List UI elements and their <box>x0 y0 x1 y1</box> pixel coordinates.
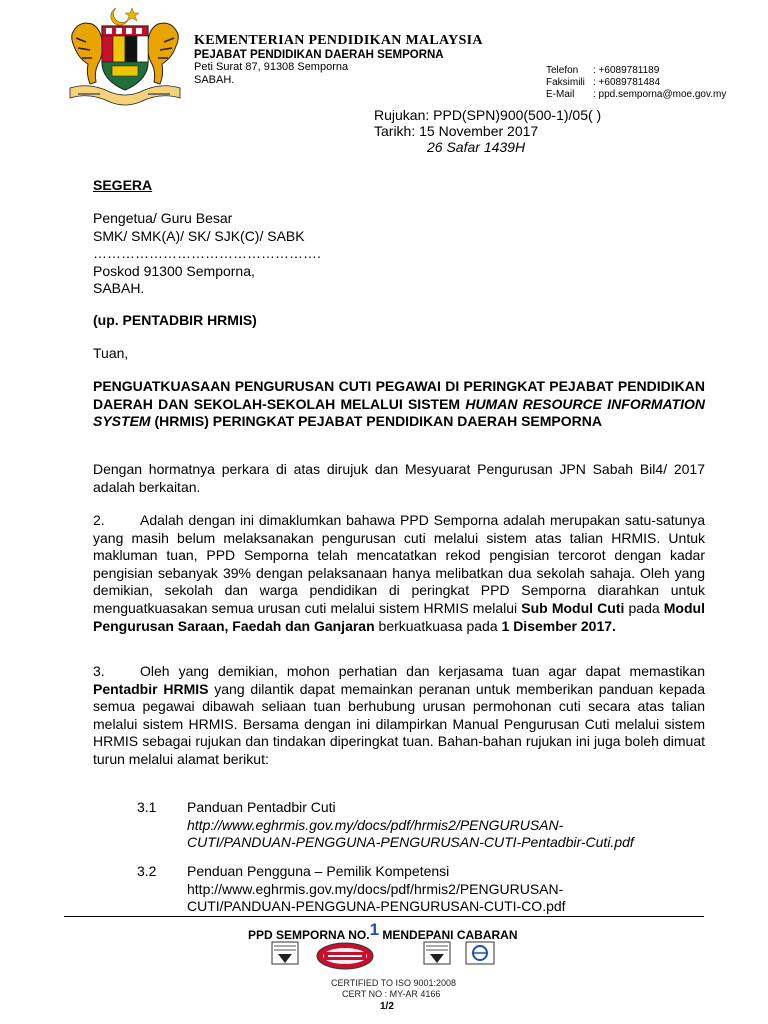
item-title: Panduan Pentadbir Cuti <box>187 799 336 815</box>
item-title: Penduan Pengguna – Pemilik Kompetensi <box>187 863 450 879</box>
standards-logo-icon <box>317 943 373 969</box>
contact-fax: Faksimili : +6089781484 <box>546 77 661 88</box>
certificate-number: CERT NO : MY-AR 4166 <box>342 989 441 999</box>
footer-divider <box>64 916 704 917</box>
sirim-logo-icon <box>424 942 450 964</box>
item-number: 3.1 <box>137 799 157 815</box>
iso-certification-text: CERTIFIED TO ISO 9001:2008 <box>331 978 457 988</box>
contact-block <box>546 65 726 101</box>
item-url-link[interactable]: http://www.eghrmis.gov.my/docs/pdf/hrmis2/PENGURUSAN- <box>187 880 564 897</box>
paragraph-number: 2. <box>93 512 105 528</box>
addressee-block <box>93 210 321 298</box>
iqnet-logo-icon <box>466 942 494 964</box>
addressee-line: Poskod 91300 Semporna, <box>93 262 255 279</box>
subject-heading: PENGUATKUASAAN PENGURUSAN CUTI PEGAWAI DI PERINGKAT PEJABAT PENDIDIKAN DAERAH DAN SEKOLAH-SEKOLAH MELALUI SISTEM HUMAN RESOURCE INFORMATION SYSTEM (HRMIS) PERINGKAT PEJABAT PENDIDIKAN DAERAH SEMPORNA <box>93 378 705 430</box>
hijri-date: 26 Safar 1439H <box>427 139 526 155</box>
certification-logos <box>270 940 502 980</box>
coat-of-arms-logo <box>64 4 186 106</box>
addressee-line: Pengetua/ Guru Besar <box>93 210 233 226</box>
page-number: 1/2 <box>380 1001 394 1012</box>
paragraph-3: 3. Oleh yang demikian, mohon perhatian dan kerjasama tuan agar dapat memastikan Pentadbir HRMIS yang dilantik dapat memainkan peranan untuk memberikan panduan kepada semua pegawai dibawah seliaan tuan berhubung urusan permohonan cuti secara atas talian melalui sistem HRMIS. Bersama dengan ini dilampirkan Manual Pengurusan Cuti melalui sistem HRMIS sebagai rujukan dan tindakan diperingkat tuan. Bahan-bahan rujukan ini juga boleh dimuat turun melalui alamat berikut: <box>93 663 705 767</box>
item-number: 3.2 <box>137 863 157 879</box>
addressee-line: SABAH. <box>93 280 145 297</box>
item-url-link[interactable]: http://www.eghrmis.gov.my/docs/pdf/hrmis2/PENGURUSAN- <box>187 816 564 833</box>
addressee-line: SMK/ SMK(A)/ SK/ SJK(C)/ SABK <box>93 227 305 244</box>
item-url-link[interactable]: CUTI/PANDUAN-PENGGUNA-PENGURUSAN-CUTI-Pentadbir-Cuti.pdf <box>187 834 634 851</box>
urgency-label: SEGERA <box>93 177 153 193</box>
paragraph-2: 2. Adalah dengan ini dimaklumkan bahawa PPD Semporna adalah merupakan satu-satunya yang masih belum melaksanakan pengurusan cuti melalui sistem atas talian HRMIS. Untuk makluman tuan, PPD Semporna telah mencatatkan rekod pengisian tercorot dengan kadar pengisian sebanyak 39% dengan pelaksanaan hanya melibatkan dua sekolah sahaja. Oleh yang demikian, sekolah dan warga pendidikan di peringkat PPD Semporna diarahkan untuk menguatkuasakan semua urusan cuti melalui sistem HRMIS melalui Sub Modul Cuti pada Modul Pengurusan Saraan, Faedah dan Ganjaran berkuatkuasa pada 1 Disember 2017. <box>93 512 705 634</box>
sirim-logo-icon <box>272 942 298 964</box>
item-url-link[interactable]: CUTI/PANDUAN-PENGGUNA-PENGURUSAN-CUTI-CO.pdf <box>187 898 566 915</box>
contact-email: E-Mail : ppd.semporna@moe.gov.my <box>546 89 727 100</box>
letter-date: Tarikh: 15 November 2017 <box>374 123 539 139</box>
reference-block <box>374 107 601 155</box>
office-address-line-1: Peti Surat 87, 91308 Semporna <box>194 61 349 73</box>
paragraph-number: 3. <box>93 663 105 679</box>
salutation: Tuan, <box>93 345 129 361</box>
attention-line: (up. PENTADBIR HRMIS) <box>93 312 257 328</box>
footer-motto: PPD SEMPORNA NO.1 MENDEPANI CABARAN <box>248 920 518 942</box>
addressee-line: …………………………………………. <box>93 245 321 262</box>
paragraph-1: Dengan hormatnya perkara di atas dirujuk dan Mesyuarat Pengurusan JPN Sabah Bil4/ 2017 adalah berkaitan. <box>93 461 705 495</box>
number-one-badge: 1 <box>369 920 380 939</box>
office-name: PEJABAT PENDIDIKAN DAERAH SEMPORNA <box>194 49 444 61</box>
contact-phone: Telefon : +6089781189 <box>546 65 660 76</box>
reference-number: Rujukan: PPD(SPN)900(500-1)/05( ) <box>374 107 602 123</box>
office-address-line-2: SABAH. <box>194 74 235 86</box>
ministry-name: KEMENTERIAN PENDIDIKAN MALAYSIA <box>194 33 483 48</box>
